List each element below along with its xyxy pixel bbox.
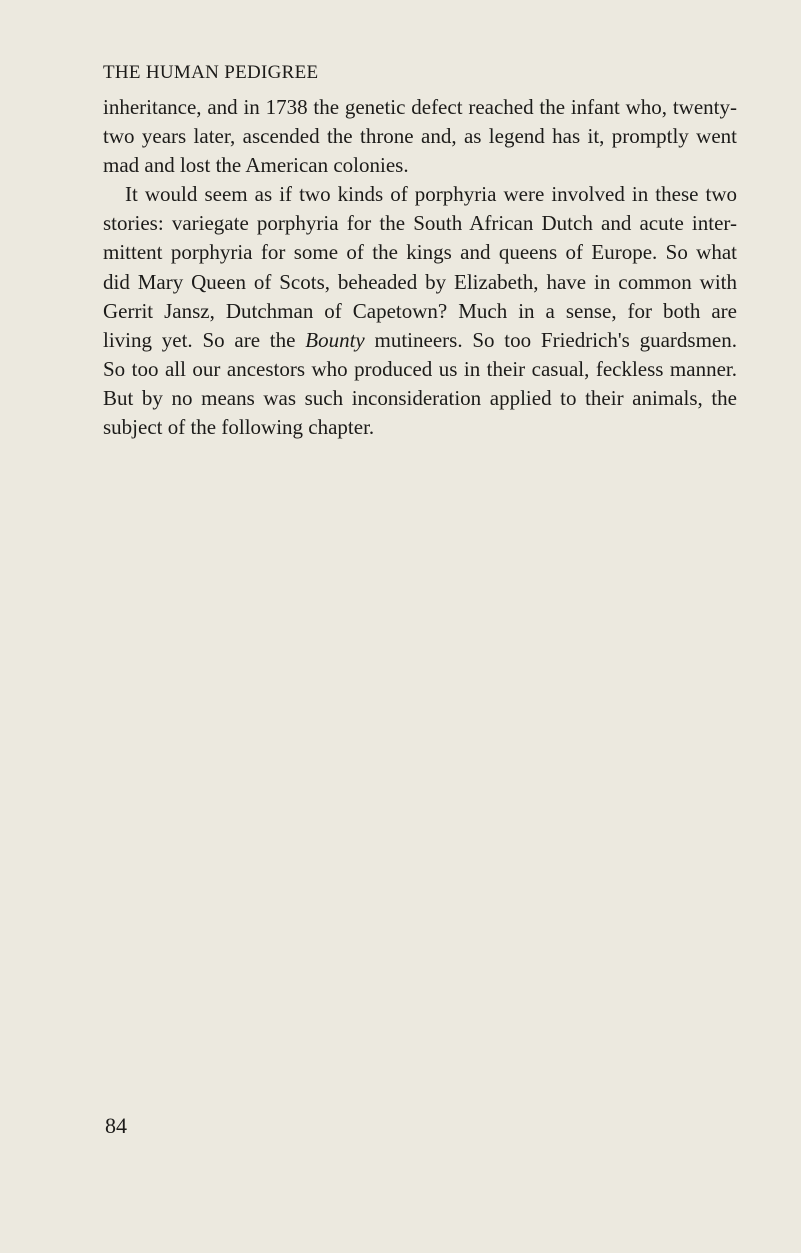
text-line: But by no means was such inconsideration applied to their animals, the — [103, 385, 737, 410]
text-segment: mutineers. So too Friedrich's guardsmen. — [364, 327, 737, 352]
text-line: It would seem as if two kinds of porphyria were involved in these two — [125, 182, 737, 207]
text-line: mad and lost the American colonies. — [103, 153, 409, 178]
text-line: two years later, ascended the throne and, as legend has it, promptly went — [103, 124, 737, 149]
body-text — [103, 93, 737, 442]
text-line: stories: variegate porphyria for the South African Dutch and acute inter- — [103, 211, 737, 236]
text-segment: living yet. So are the — [103, 327, 306, 352]
text-line: Gerrit Jansz, Dutchman of Capetown? Much in a sense, for both are — [103, 298, 737, 323]
text-line — [103, 326, 737, 355]
running-head: THE HUMAN PEDIGREE — [103, 62, 319, 83]
text-line: So too all our ancestors who produced us in their casual, feckless manner. — [103, 356, 737, 381]
text-line: mittent porphyria for some of the kings and queens of Europe. So what — [103, 240, 737, 265]
ship-name-italic: Bounty — [305, 327, 365, 352]
text-line: subject of the following chapter. — [103, 415, 375, 440]
page-number: 84 — [105, 1113, 127, 1138]
text-line: inheritance, and in 1738 the genetic defect reached the infant who, twenty- — [103, 95, 737, 119]
text-line: did Mary Queen of Scots, beheaded by Elizabeth, have in common with — [103, 269, 737, 294]
